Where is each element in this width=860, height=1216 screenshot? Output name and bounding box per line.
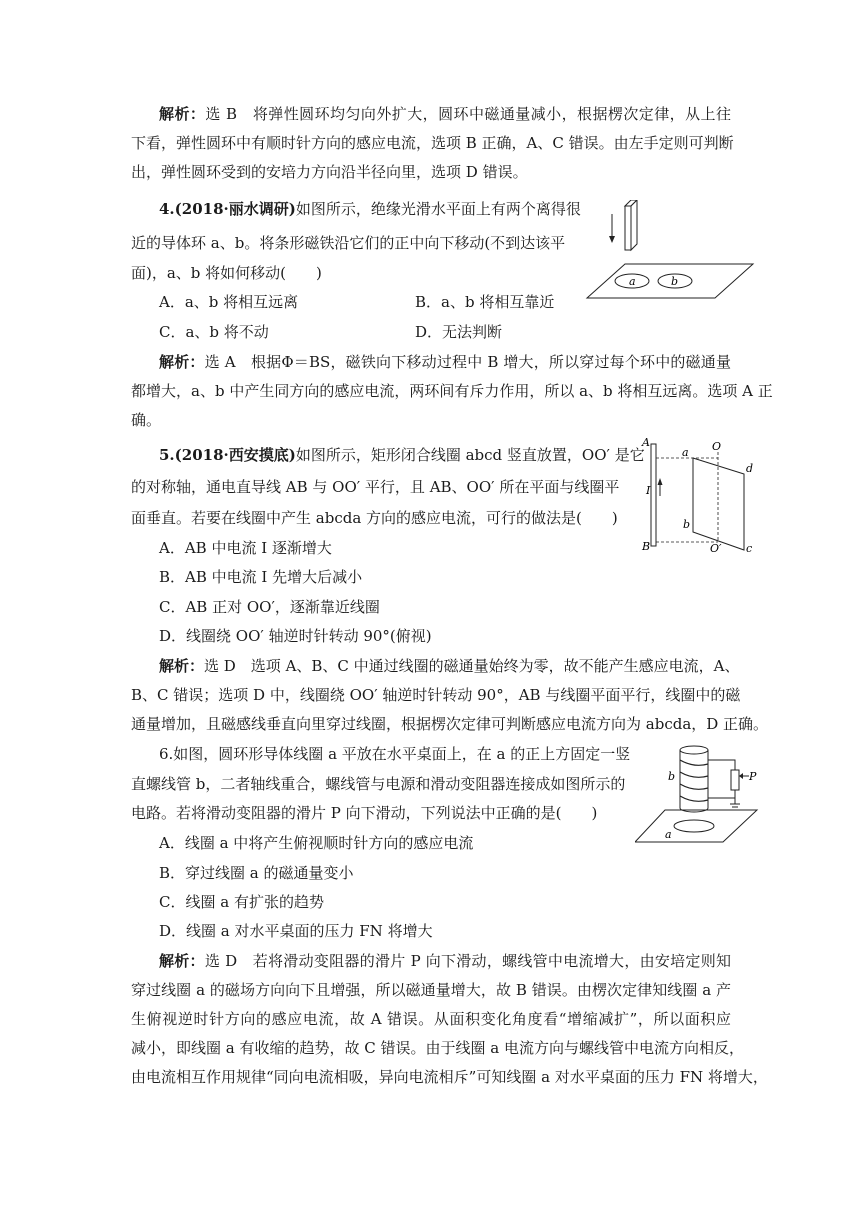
slider-label: P: [749, 770, 757, 783]
coil-label-b: b: [683, 518, 691, 531]
question-text: 如图所示，矩形闭合线圈 abcd 竖直放置，OO′ 是它: [295, 446, 645, 464]
question-4-explanation-line-1: [131, 352, 731, 372]
explanation-label: 解析：: [159, 353, 205, 371]
current-arrow-icon: [658, 478, 663, 496]
explanation-3-line-1: [131, 104, 731, 124]
question-6-explanation-line-5: 由电流相互作用规律“同向电流相吸，异向电流相斥”可知线圈 a 对水平桌面的压力 FN 将增大，: [131, 1068, 768, 1086]
question-5-option-b: B．AB 中电流 I 先增大后减小: [159, 568, 363, 586]
question-6-stem-line-1: 6.如图，圆环形导体线圈 a 平放在水平桌面上，在 a 的正上方固定一竖: [159, 745, 631, 763]
magnet-rings-figure: [585, 200, 755, 310]
axis-label-o: O: [712, 440, 722, 453]
question-6-explanation-line-4: 减小，即线圈 a 有收缩的趋势，故 C 错误。由于线圈 a 电流方向与螺线管中电流方向相反，: [131, 1039, 744, 1057]
solenoid-label: b: [668, 770, 676, 783]
coil-a-label: a: [665, 828, 672, 841]
explanation-text: 选 D 选项 A、B、C 中通过线圈的磁通量始终为零，故不能产生感应电流，A、: [204, 657, 740, 675]
question-6-option-a: A．线圈 a 中将产生俯视顺时针方向的感应电流: [159, 834, 474, 852]
explanation-label: 解析：: [159, 952, 205, 970]
question-6-explanation-line-2: 穿过线圈 a 的磁场方向向下且增强，所以磁通量增大，故 B 错误。由楞次定律知线圈 a 产: [131, 981, 731, 999]
question-4-option-a: A．a、b 将相互远离: [159, 293, 299, 311]
wire-coil-figure: [640, 434, 760, 554]
coil-label-a: a: [682, 446, 689, 459]
ring-b-label: b: [671, 275, 679, 288]
explanation-label: 解析：: [159, 105, 206, 123]
question-4-stem-line-3: 面)，a、b 将如何移动( ): [131, 264, 322, 282]
explanation-3-line-3: 出，弹性圆环受到的安培力方向沿半径向里，选项 D 错误。: [131, 163, 528, 181]
axis-label-o-prime: O′: [710, 542, 722, 554]
straight-wire-ab: [651, 444, 656, 546]
question-6-option-d: D．线圈 a 对水平桌面的压力 FN 将增大: [159, 922, 433, 940]
coil-a: [674, 820, 714, 832]
question-5-stem-line-2: 的对称轴，通电直导线 AB 与 OO′ 平行，且 AB、OO′ 所在平面与线圈平: [131, 478, 620, 496]
question-6-option-b: B．穿过线圈 a 的磁通量变小: [159, 864, 354, 882]
current-label: I: [646, 484, 651, 497]
question-5-stem-line-1: [159, 445, 645, 465]
question-4-option-c: C．a、b 将不动: [159, 323, 269, 341]
question-4-option-b: B．a、b 将相互靠近: [415, 293, 555, 311]
question-5-explanation-line-1: [131, 656, 740, 676]
rheostat: [731, 770, 739, 790]
slider-arrow-icon: [739, 773, 749, 779]
coil-label-c: c: [746, 542, 753, 554]
solenoid-ring-figure: [635, 740, 760, 848]
question-text: 如图所示，绝缘光滑水平面上有两个离得很: [295, 200, 581, 218]
solenoid-b: [680, 746, 708, 812]
question-number: 5.: [159, 446, 175, 464]
label-b-upper: B: [642, 540, 651, 553]
question-4-stem-line-1: [159, 199, 581, 219]
question-5-explanation-line-2: B、C 错误；选项 D 中，线圈绕 OO′ 轴逆时针转动 90°，AB 与线圈平面平行，线圈中的磁: [131, 686, 741, 704]
question-5-stem-line-3: 面垂直。若要在线圈中产生 abcda 方向的感应电流，可行的做法是( ): [131, 509, 618, 527]
question-5-explanation-line-3: 通量增加，且磁感线垂直向里穿过线圈，根据楞次定律可判断感应电流方向为 abcda，D 正确。: [131, 715, 769, 733]
question-source: (2018·西安摸底): [174, 446, 296, 464]
question-6-explanation-line-1: [131, 951, 731, 971]
explanation-label: 解析：: [159, 657, 205, 675]
question-4-explanation-line-2: 都增大，a、b 中产生同方向的感应电流，两环间有斥力作用，所以 a、b 将相互远离。选项 A 正: [131, 382, 773, 400]
question-6-stem-line-3: 电路。若将滑动变阻器的滑片 P 向下滑动，下列说法中正确的是( ): [131, 804, 598, 822]
question-number: 4.: [159, 200, 175, 218]
explanation-text: 选 B 将弹性圆环均匀向外扩大，圆环中磁通量减小，根据楞次定律，从上往: [205, 105, 731, 123]
question-6-stem-line-2: 直螺线管 b，二者轴线重合，螺线管与电源和滑动变阻器连接成如图所示的: [131, 775, 626, 793]
question-5-option-c: C．AB 正对 OO′，逐渐靠近线圈: [159, 598, 380, 616]
ring-a-label: a: [629, 275, 636, 288]
explanation-text: 选 D 若将滑动变阻器的滑片 P 向下滑动，螺线管中电流增大，由安培定则知: [204, 952, 731, 970]
rectangular-coil: [693, 458, 744, 550]
bar-magnet: [625, 200, 637, 250]
coil-label-d: d: [746, 462, 754, 475]
question-4-explanation-line-3: 确。: [131, 411, 162, 429]
question-5-option-a: A．AB 中电流 I 逐渐增大: [159, 539, 332, 557]
question-6-option-c: C．线圈 a 有扩张的趋势: [159, 893, 324, 911]
down-arrow-icon: [609, 214, 615, 243]
question-4-stem-line-2: 近的导体环 a、b。将条形磁铁沿它们的正中向下移动(不到达该平: [131, 234, 566, 252]
explanation-3-line-2: 下看，弹性圆环中有顺时针方向的感应电流，选项 B 正确，A、C 错误。由左手定则可判断: [131, 134, 734, 152]
question-source: (2018·丽水调研): [174, 200, 296, 218]
question-6-explanation-line-3: 生俯视逆时针方向的感应电流，故 A 错误。从面积变化角度看“增缩减扩”，所以面积应: [131, 1010, 731, 1028]
question-5-option-d: D．线圈绕 OO′ 轴逆时针转动 90°(俯视): [159, 627, 432, 645]
question-4-option-d: D．无法判断: [415, 323, 503, 341]
label-a-upper: A: [642, 436, 650, 449]
explanation-text: 选 A 根据Φ＝BS，磁铁向下移动过程中 B 增大，所以穿过每个环中的磁通量: [204, 353, 731, 371]
